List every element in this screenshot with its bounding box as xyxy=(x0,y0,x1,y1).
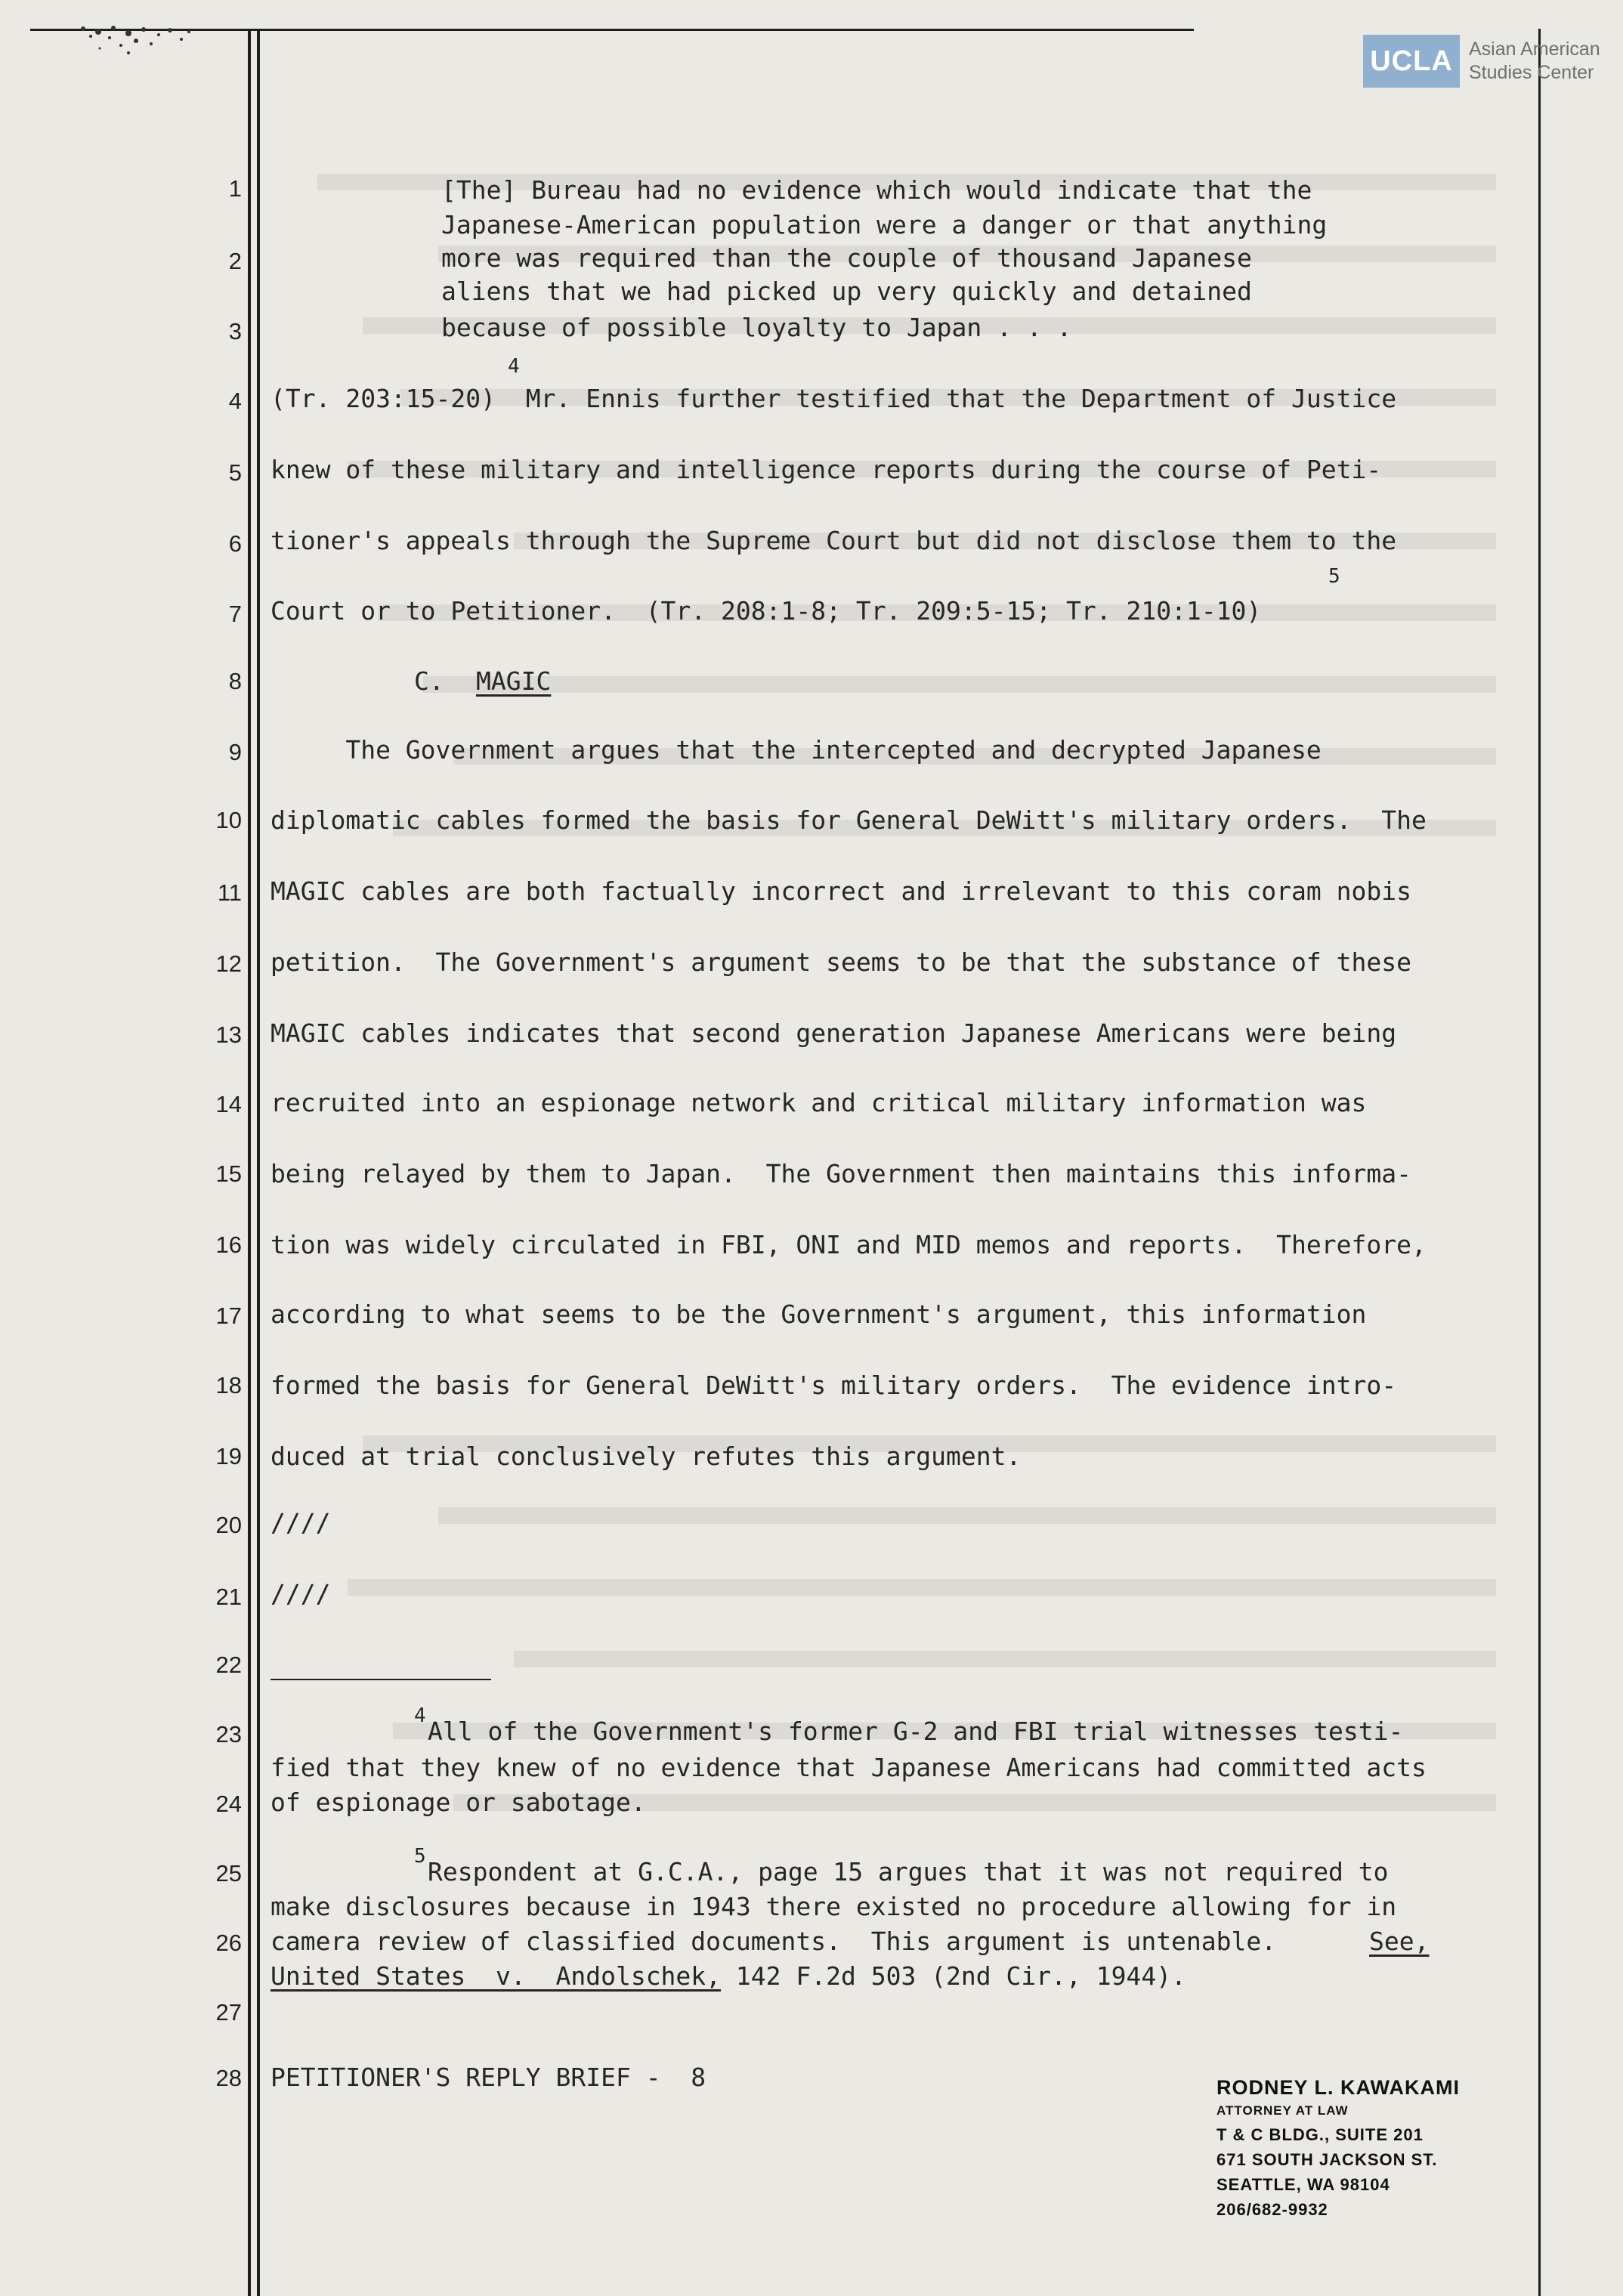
quote-line: Japanese-American population were a danger or that anything xyxy=(441,210,1328,239)
magic-line: formed the basis for General DeWitt's military orders. The evidence intro- xyxy=(270,1370,1397,1400)
asian-american-studies-center-label: Asian American Studies Center xyxy=(1469,39,1600,83)
footnote-number: 4 xyxy=(414,1704,426,1727)
line-number: 3 xyxy=(228,318,242,345)
scan-speckle-mark xyxy=(38,23,234,68)
quote-line: aliens that we had picked up very quickly and detained xyxy=(441,277,1252,306)
line-number: 17 xyxy=(215,1303,242,1329)
case-name: United States v. Andolschek, xyxy=(270,1961,722,1991)
attorney-street: 671 SOUTH JACKSON ST. xyxy=(1216,2150,1438,2169)
footnote-line: of espionage or sabotage. xyxy=(270,1788,646,1817)
line-number: 23 xyxy=(215,1721,242,1747)
line-number: 18 xyxy=(215,1372,242,1398)
attorney-name: RODNEY L. KAWAKAMI xyxy=(1216,2076,1461,2099)
magic-line: tion was widely circulated in FBI, ONI and MID memos and reports. Therefore, xyxy=(270,1230,1427,1259)
line-number: 11 xyxy=(217,879,242,906)
see-signal: See, xyxy=(1369,1927,1430,1956)
line-number: 25 xyxy=(215,1860,242,1887)
footnote-line: camera review of classified documents. This argument is untenable. xyxy=(270,1927,1277,1956)
attorney-city: SEATTLE, WA 98104 xyxy=(1216,2175,1390,2194)
line-number: 26 xyxy=(215,1930,242,1956)
body-line: tioner's appeals through the Supreme Court but did not disclose them to the xyxy=(270,526,1397,555)
footnote-line: All of the Government's former G-2 and FBI trial witnesses testi- xyxy=(428,1717,1404,1746)
case-citation xyxy=(270,1961,1186,1991)
line-number: 22 xyxy=(215,1652,242,1678)
line-number: 5 xyxy=(228,459,242,486)
line-number: 10 xyxy=(215,807,242,833)
section-heading-title: MAGIC xyxy=(476,666,552,696)
quote-line: more was required than the couple of thousand Japanese xyxy=(441,243,1252,273)
line-number: 19 xyxy=(215,1443,242,1469)
footnote-number: 5 xyxy=(414,1845,426,1868)
attorney-building: T & C BLDG., SUITE 201 xyxy=(1216,2125,1424,2144)
line-number: 1 xyxy=(228,175,242,202)
continuation-slashes: //// xyxy=(270,1579,331,1608)
attorney-phone: 206/682-9932 xyxy=(1216,2200,1328,2219)
line-number: 6 xyxy=(228,530,242,557)
left-margin-rule-outer xyxy=(248,29,251,2296)
body-line: Court or to Petitioner. (Tr. 208:1-8; Tr. 209:5-15; Tr. 210:1-10) xyxy=(270,596,1262,626)
section-heading-letter: C. xyxy=(414,666,444,696)
magic-line: petition. The Government's argument seems to be that the substance of these xyxy=(270,947,1411,977)
body-line: knew of these military and intelligence reports during the course of Peti- xyxy=(270,455,1382,484)
line-number: 27 xyxy=(215,1999,242,2026)
footnote-line: fied that they knew of no evidence that Japanese Americans had committed acts xyxy=(270,1753,1427,1782)
footnote-reference-4: 4 xyxy=(508,355,520,378)
line-number: 2 xyxy=(228,248,242,274)
line-number: 24 xyxy=(215,1791,242,1817)
line-number: 8 xyxy=(228,668,242,694)
magic-line: according to what seems to be the Government's argument, this information xyxy=(270,1299,1367,1329)
line-number: 16 xyxy=(215,1231,242,1258)
footnote-reference-5: 5 xyxy=(1328,565,1340,588)
continuation-slashes: //// xyxy=(270,1508,331,1537)
footnote-separator xyxy=(270,1679,491,1680)
attorney-signature-block xyxy=(1216,2076,1460,2222)
ucla-logo: UCLA xyxy=(1363,35,1460,88)
footnote-line: make disclosures because in 1943 there existed no procedure allowing for in xyxy=(270,1892,1397,1921)
quote-line: because of possible loyalty to Japan . . . xyxy=(441,313,1072,342)
magic-line: diplomatic cables formed the basis for General DeWitt's military orders. The xyxy=(270,805,1427,835)
line-number: 15 xyxy=(215,1160,242,1187)
line-number: 4 xyxy=(228,388,242,414)
line-number: 12 xyxy=(215,950,242,977)
line-number: 20 xyxy=(215,1512,242,1538)
magic-line: MAGIC cables are both factually incorrect and irrelevant to this coram nobis xyxy=(270,876,1411,906)
line-number: 7 xyxy=(228,601,242,627)
line-number: 21 xyxy=(215,1584,242,1610)
magic-line: The Government argues that the intercepted and decrypted Japanese xyxy=(270,735,1322,765)
line-number: 9 xyxy=(228,739,242,765)
brief-footer: PETITIONER'S REPLY BRIEF - 8 xyxy=(270,2063,706,2092)
line-number: 13 xyxy=(215,1021,242,1048)
footnote-line: Respondent at G.C.A., page 15 argues that it was not required to xyxy=(428,1857,1389,1887)
magic-line: MAGIC cables indicates that second generation Japanese Americans were being xyxy=(270,1018,1397,1048)
right-margin-rule xyxy=(1538,29,1541,2296)
attorney-title: ATTORNEY AT LAW xyxy=(1216,2103,1349,2118)
line-number: 14 xyxy=(215,1091,242,1117)
line-number: 28 xyxy=(215,2065,242,2091)
magic-line: being relayed by them to Japan. The Government then maintains this informa- xyxy=(270,1159,1411,1188)
magic-line: duced at trial conclusively refutes this argument. xyxy=(270,1442,1022,1471)
quote-line: [The] Bureau had no evidence which would indicate that the xyxy=(441,175,1312,205)
body-line: (Tr. 203:15-20) Mr. Ennis further testified that the Department of Justice xyxy=(270,384,1397,413)
case-reporter: 142 F.2d 503 (2nd Cir., 1944). xyxy=(721,1961,1186,1991)
left-margin-rule-inner xyxy=(257,29,260,2296)
ucla-watermark xyxy=(1363,35,1599,88)
magic-line: recruited into an espionage network and critical military information was xyxy=(270,1088,1367,1117)
